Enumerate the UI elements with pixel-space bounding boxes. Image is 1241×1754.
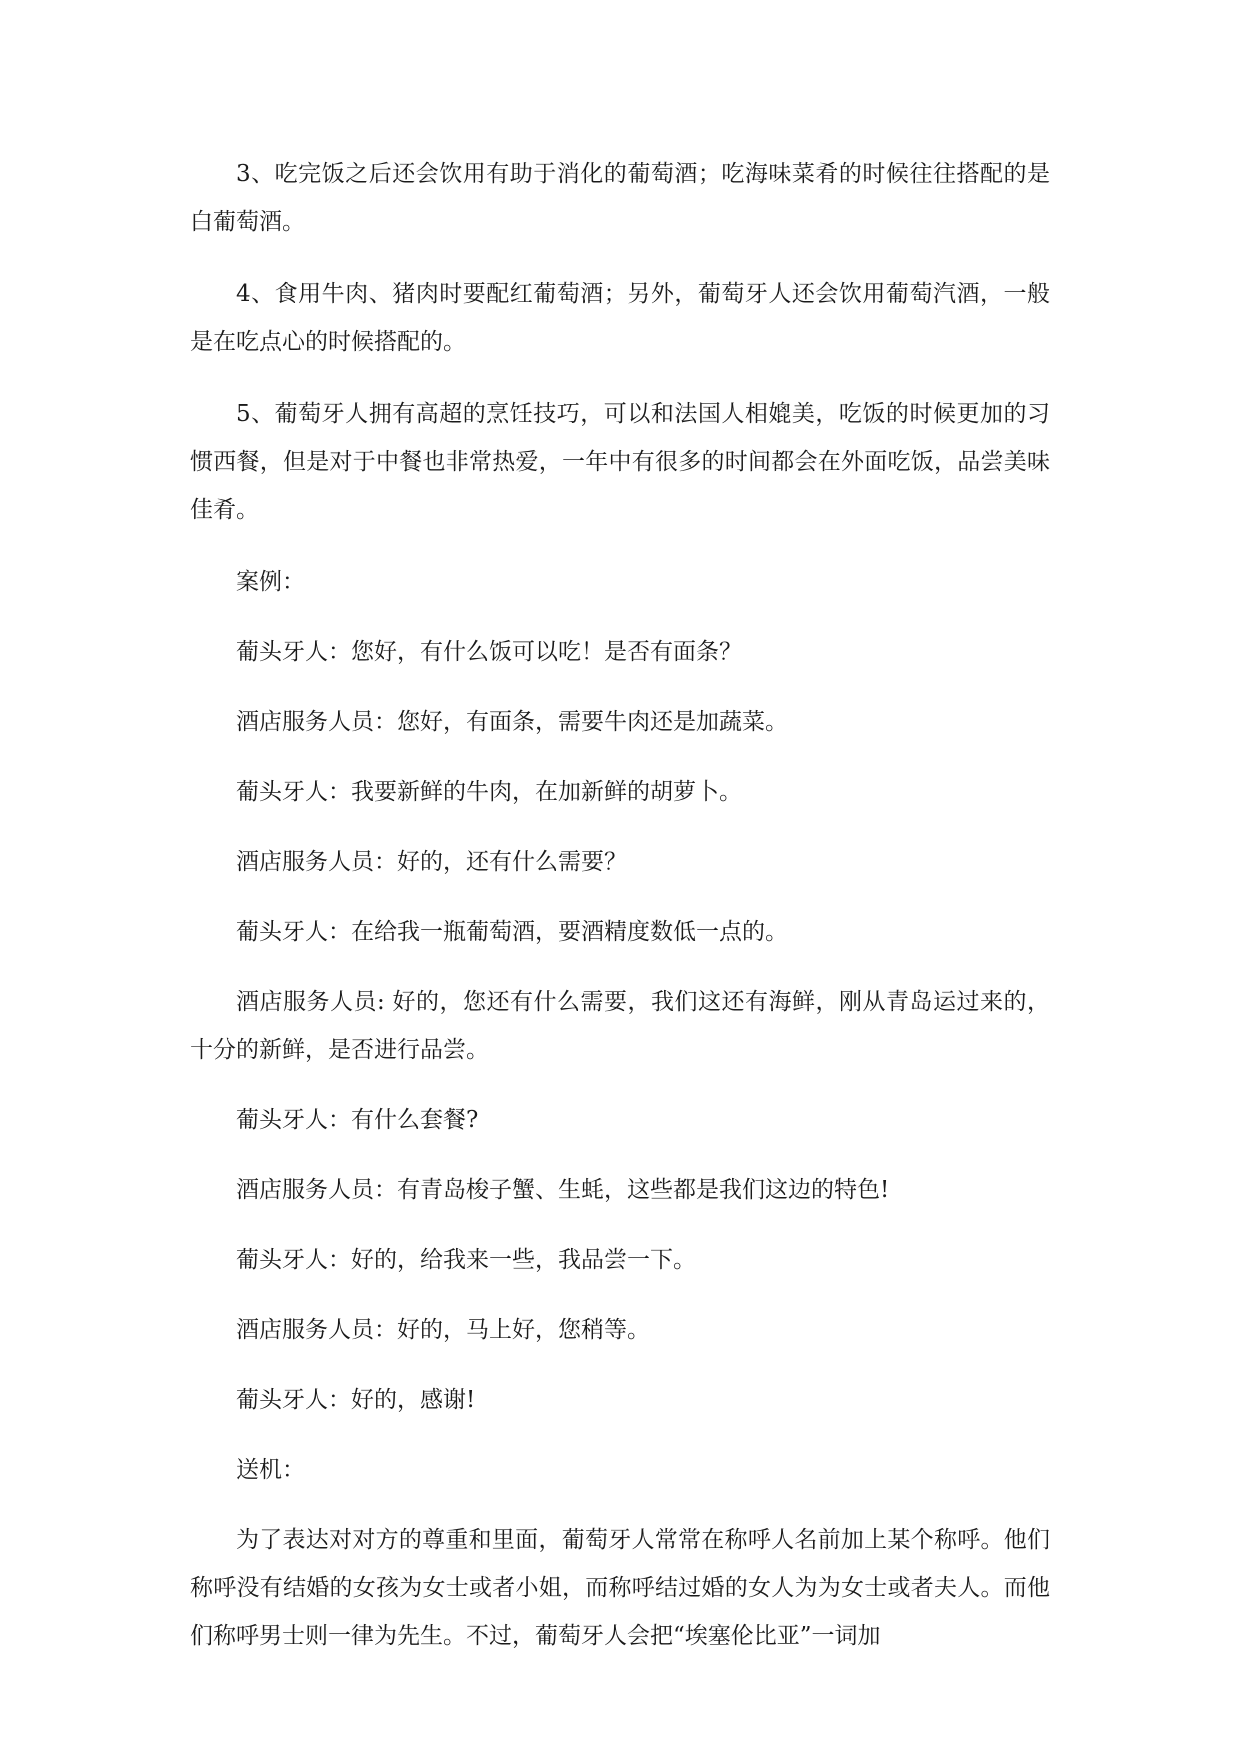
dialogue-line: 葡头牙人：好的，给我来一些，我品尝一下。 [236,1247,696,1273]
heading-case: 案例： [236,569,305,595]
dialogue-line: 酒店服务人员：好的，还有什么需要？ [236,849,627,875]
dialogue-line: 酒店服务人员：有青岛梭子蟹、生蚝，这些都是我们这边的特色! [236,1177,890,1203]
dialogue-line: 葡头牙人：在给我一瓶葡萄酒，要酒精度数低一点的。 [236,919,788,945]
paragraph-red-wine: 4、食用牛肉、猪肉时要配红葡萄酒；另外，葡萄牙人还会饮用葡萄汽酒，一般是在吃点心的时候搭配的。 [190,281,1050,355]
dialogue-line: 葡头牙人：有什么套餐? [236,1107,479,1133]
dialogue-line: 葡头牙人：好的，感谢! [236,1387,476,1413]
dialogue-line: 葡头牙人：我要新鲜的牛肉，在加新鲜的胡萝卜。 [236,779,742,805]
dialogue-line: 葡头牙人：您好，有什么饭可以吃！是否有面条？ [236,639,742,665]
heading-farewell: 送机： [236,1457,305,1483]
paragraph-wine-digestion: 3、吃完饭之后还会饮用有助于消化的葡萄酒；吃海味菜肴的时候往往搭配的是白葡萄酒。 [190,161,1050,235]
paragraph-forms-of-address: 为了表达对对方的尊重和里面，葡萄牙人常常在称呼人名前加上某个称呼。他们称呼没有结婚的女孩为女士或者小姐，而称呼结过婚的女人为为女士或者夫人。而他们称呼男士则一律为先生。不过，葡萄牙人会把“埃塞伦比亚”一词加 [190,1527,1050,1649]
dialogue-line: 酒店服务人员：好的，马上好，您稍等。 [236,1317,650,1343]
document-body [190,150,1050,1684]
dialogue-line: 酒店服务人员：您好，有面条，需要牛肉还是加蔬菜。 [236,709,788,735]
paragraph-cooking-skill: 5、葡萄牙人拥有高超的烹饪技巧，可以和法国人相媲美，吃饭的时候更加的习惯西餐，但是对于中餐也非常热爱，一年中有很多的时间都会在外面吃饭，品尝美味佳肴。 [190,401,1050,523]
dialogue-line: 酒店服务人员: 好的，您还有什么需要，我们这还有海鲜，刚从青岛运过来的，十分的新鲜，是否进行品尝。 [190,989,1050,1063]
